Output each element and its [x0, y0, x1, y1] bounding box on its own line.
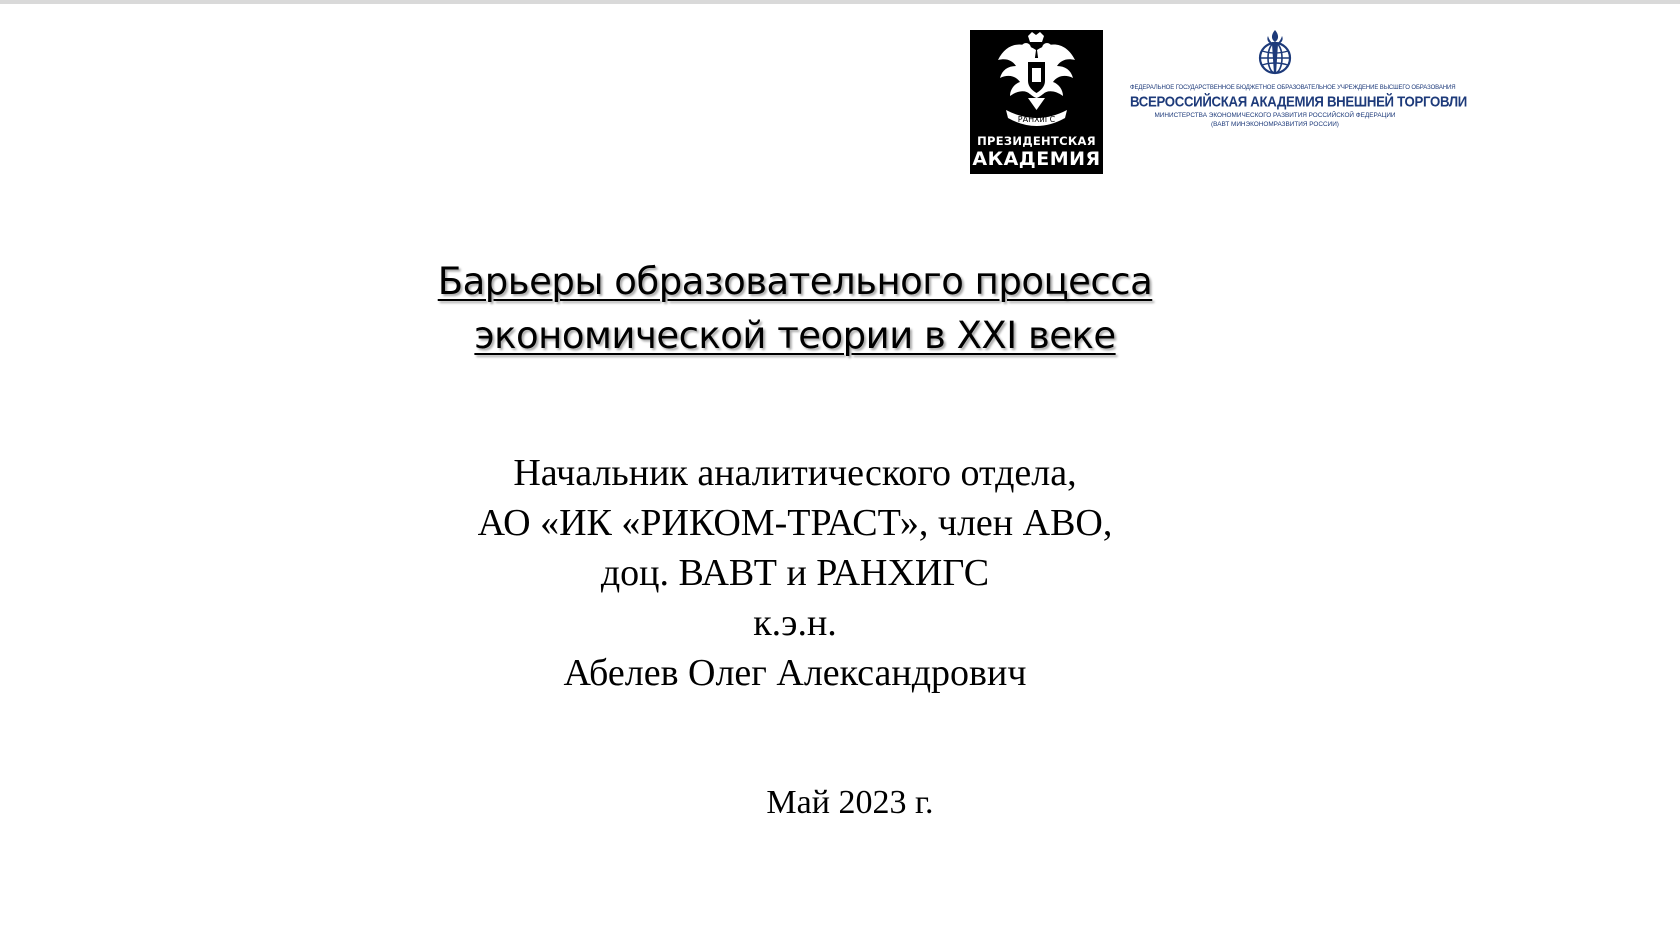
- eagle-emblem-icon: [970, 30, 1103, 134]
- ranepa-logo: [970, 30, 1103, 174]
- author-degree: к.э.н.: [753, 602, 837, 644]
- vavt-logo-short-name: (ВАВТ МИНЭКОНОМРАЗВИТИЯ РОССИИ): [1211, 121, 1339, 128]
- slide-title-line1: Барьеры образовательного процесса: [437, 260, 1153, 303]
- vavt-logo-top-line: ФЕДЕРАЛЬНОЕ ГОСУДАРСТВЕННОЕ БЮДЖЕТНОЕ ОБРАЗОВАТЕЛЬНОЕ УЧРЕЖДЕНИЕ ВЫСШЕГО ОБРАЗОВАНИЯ: [1130, 85, 1456, 91]
- presentation-date: Май 2023 г.: [766, 784, 934, 821]
- emblem-ribbon-text: РАНХиГС: [1017, 115, 1056, 124]
- author-affiliation: доц. ВАВТ и РАНХИГС: [600, 552, 990, 594]
- author-position: Начальник аналитического отдела,: [513, 452, 1077, 494]
- ranepa-logo-line1: ПРЕЗИДЕНТСКАЯ: [977, 134, 1096, 148]
- vavt-logo: [1130, 28, 1467, 132]
- vavt-logo-name: ВСЕРОССИЙСКАЯ АКАДЕМИЯ ВНЕШНЕЙ ТОРГОВЛИ: [1130, 92, 1467, 111]
- ranepa-logo-line2: АКАДЕМИЯ: [972, 148, 1101, 170]
- top-divider: [0, 0, 1680, 4]
- slide-title-line2: экономической теории в XXI веке: [474, 314, 1116, 357]
- author-block: [300, 448, 1290, 698]
- globe-torch-icon: [1252, 28, 1298, 76]
- vavt-logo-ministry: МИНИСТЕРСТВА ЭКОНОМИЧЕСКОГО РАЗВИТИЯ РОССИЙСКОЙ ФЕДЕРАЦИИ: [1154, 112, 1396, 119]
- author-name: Абелев Олег Александрович: [563, 652, 1027, 694]
- author-company: АО «ИК «РИКОМ-ТРАСТ», член АВО,: [477, 502, 1113, 544]
- slide-title: [300, 255, 1290, 363]
